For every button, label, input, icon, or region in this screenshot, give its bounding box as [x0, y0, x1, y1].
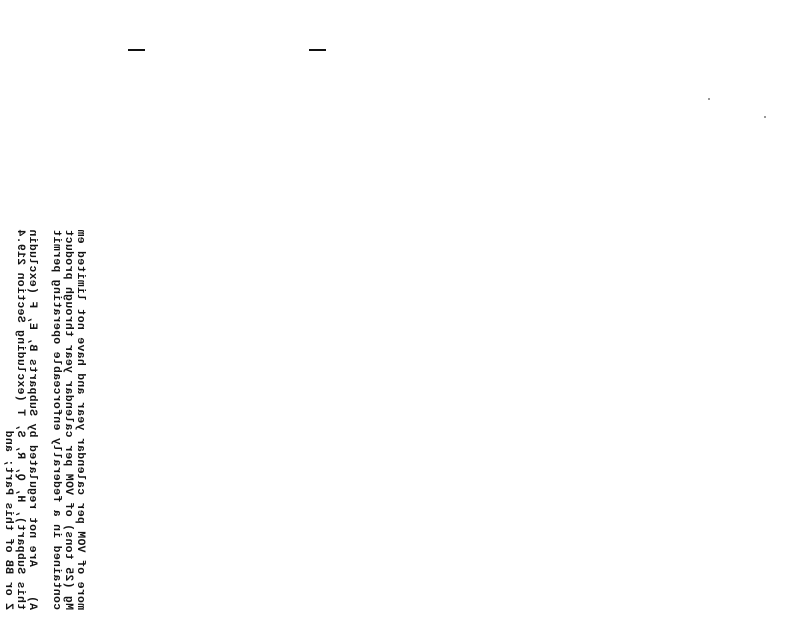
scan-speck: [764, 116, 766, 118]
text-line: this Subpart), H, Q, R, S, T (excluding Section 219.4: [14, 229, 27, 610]
paragraph: [2, 0, 39, 610]
text-line: Z or BB of this Part; and: [2, 430, 15, 610]
text-line: Mg (25 tons) of VOM per calendar year through product: [61, 229, 74, 610]
paragraph: [49, 0, 86, 610]
margin-mark-right: [309, 49, 326, 51]
scan-speck: [708, 98, 710, 100]
text-line: contained in a federally enforceable operating permit: [49, 229, 62, 610]
paragraph-gap: [38, 0, 49, 610]
margin-mark-left: [128, 49, 145, 51]
rotated-text-region: [0, 0, 86, 610]
text-line: A) Are not regulated by Subparts B, E, F (excludin: [26, 229, 39, 610]
text-line: more of VOM per calendar year and have not limited em: [74, 229, 86, 610]
document-text: [0, 0, 86, 610]
